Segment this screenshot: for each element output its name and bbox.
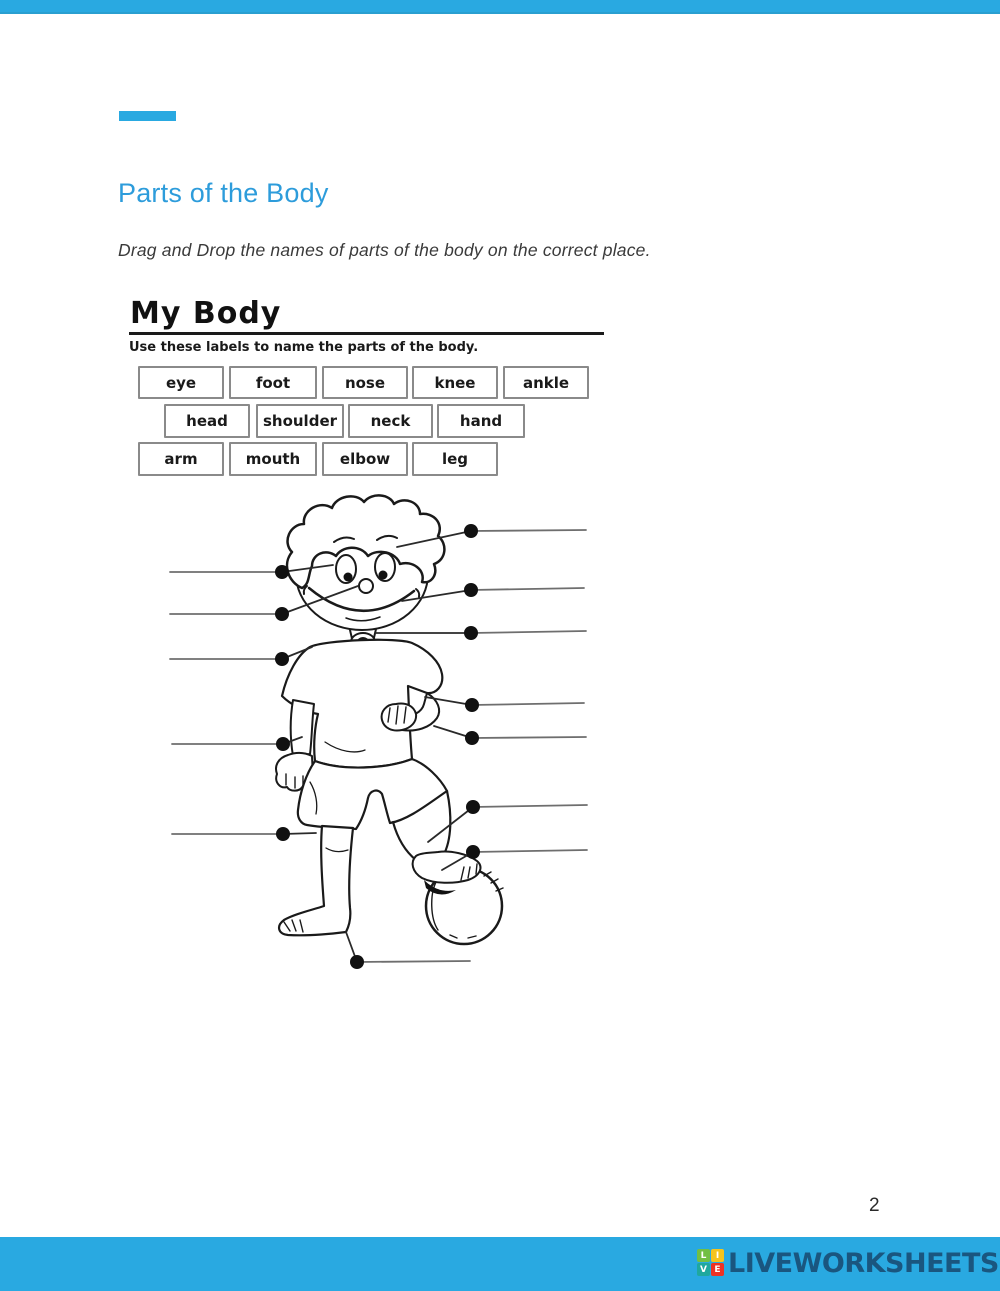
label-ankle[interactable]: ankle <box>503 366 589 399</box>
callout-dot-elbow <box>465 698 479 712</box>
worksheet-heading: My Body <box>130 296 282 331</box>
callout-dot-hand <box>465 731 479 745</box>
callout-dot-mouth <box>464 583 478 597</box>
label-shoulder[interactable]: shoulder <box>256 404 344 438</box>
callout-dot-leg <box>466 800 480 814</box>
callout-dot-foot <box>350 955 364 969</box>
page-title: Parts of the Body <box>118 178 329 208</box>
label-elbow[interactable]: elbow <box>322 442 408 476</box>
instruction-text: Drag and Drop the names of parts of the body on the correct place. <box>118 240 651 260</box>
hand-right <box>382 703 416 730</box>
label-neck[interactable]: neck <box>348 404 433 438</box>
drop-zone-knee[interactable] <box>172 827 316 841</box>
label-eye[interactable]: eye <box>138 366 224 399</box>
drop-zone-hand[interactable] <box>434 726 586 745</box>
drop-zone-elbow[interactable] <box>425 697 584 712</box>
body-figure-illustration <box>150 490 610 980</box>
callout-dot-shoulder <box>275 652 289 666</box>
leg-standing <box>279 826 353 935</box>
label-leg[interactable]: leg <box>412 442 498 476</box>
shorts <box>298 759 447 829</box>
callout-dot-ankle <box>466 845 480 859</box>
label-nose[interactable]: nose <box>322 366 408 399</box>
arm-left <box>291 700 314 756</box>
label-arm[interactable]: arm <box>138 442 224 476</box>
drop-zone-arm[interactable] <box>172 737 302 751</box>
callout-dot-nose <box>275 607 289 621</box>
callout-dot-eye <box>275 565 289 579</box>
logo-letter-v: V <box>697 1263 710 1276</box>
nose <box>359 579 373 593</box>
drop-zone-shoulder[interactable] <box>170 647 312 666</box>
heading-underline <box>129 332 604 335</box>
callout-dot-knee <box>276 827 290 841</box>
logo-letter-e: E <box>711 1263 724 1276</box>
logo-letter-l: L <box>697 1249 710 1262</box>
liveworksheets-logo-icon <box>697 1249 725 1277</box>
brand-name: LIVEWORKSHEETS <box>728 1248 999 1279</box>
logo-letter-i: I <box>711 1249 724 1262</box>
label-knee[interactable]: knee <box>412 366 498 399</box>
drop-zone-neck[interactable] <box>376 626 586 640</box>
callout-dot-arm <box>276 737 290 751</box>
callout-dot-head <box>464 524 478 538</box>
label-foot[interactable]: foot <box>229 366 317 399</box>
label-hand[interactable]: hand <box>437 404 525 438</box>
callout-dot-neck <box>464 626 478 640</box>
drop-zone-leg[interactable] <box>428 800 587 842</box>
label-mouth[interactable]: mouth <box>229 442 317 476</box>
drop-zone-mouth[interactable] <box>402 583 584 601</box>
label-head[interactable]: head <box>164 404 250 438</box>
pupil-right <box>379 571 388 580</box>
page-number: 2 <box>869 1195 880 1216</box>
worksheet-subheading: Use these labels to name the parts of the body. <box>129 340 479 355</box>
footer-bar <box>0 1237 1000 1291</box>
pupil-left <box>344 573 353 582</box>
